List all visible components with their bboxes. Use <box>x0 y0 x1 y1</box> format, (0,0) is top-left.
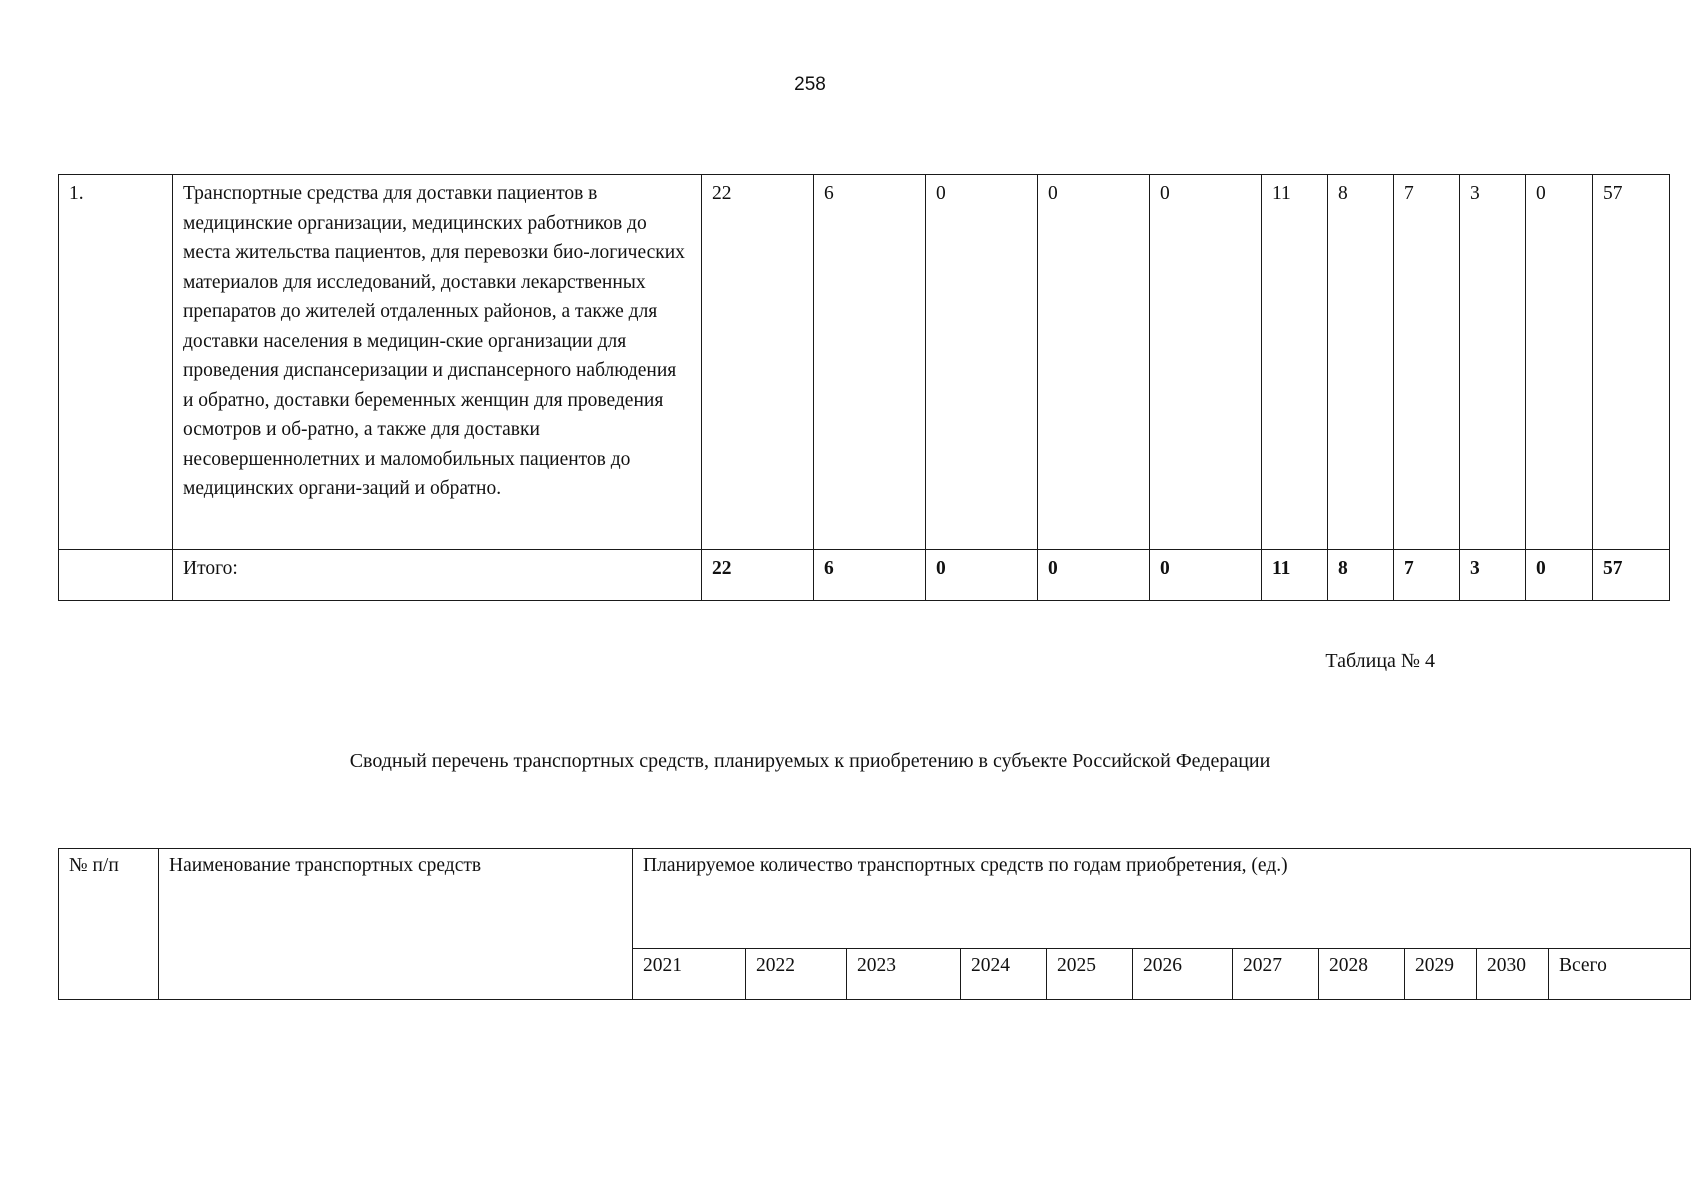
total-value: 0 <box>926 550 1038 601</box>
year-header: 2023 <box>847 949 961 1000</box>
value-cell: 0 <box>1526 175 1593 550</box>
total-value: 0 <box>1526 550 1593 601</box>
header-planned-quantity: Планируемое количество транспортных средств по годам приобретения, (ед.) <box>633 849 1691 949</box>
total-label: Итого: <box>173 550 702 601</box>
empty-cell <box>59 550 173 601</box>
year-header: 2026 <box>1133 949 1233 1000</box>
year-header: 2028 <box>1319 949 1405 1000</box>
total-value: 11 <box>1262 550 1328 601</box>
value-cell: 0 <box>926 175 1038 550</box>
year-header: 2029 <box>1405 949 1477 1000</box>
row-number: 1. <box>59 175 173 550</box>
value-cell: 11 <box>1262 175 1328 550</box>
value-cell: 0 <box>1150 175 1262 550</box>
total-value: 0 <box>1150 550 1262 601</box>
total-value: 22 <box>702 550 814 601</box>
year-header: 2027 <box>1233 949 1319 1000</box>
year-header: 2021 <box>633 949 746 1000</box>
value-cell: 22 <box>702 175 814 550</box>
value-cell: 3 <box>1460 175 1526 550</box>
planned-vehicles-table <box>58 848 1691 1000</box>
total-value: 57 <box>1593 550 1670 601</box>
header-number: № п/п <box>59 849 159 1000</box>
total-value: 8 <box>1328 550 1394 601</box>
table-row <box>59 175 1670 550</box>
table-title: Сводный перечень транспортных средств, планируемых к приобретению в субъекте Российской Федерации <box>349 750 1271 772</box>
page-number: 258 <box>794 74 826 95</box>
year-header: 2025 <box>1047 949 1133 1000</box>
transport-summary-table <box>58 174 1670 601</box>
total-header: Всего <box>1549 949 1691 1000</box>
vehicle-description: Транспортные средства для доставки пациентов в медицинские организации, медицинских работников до места жительства пациентов, для перевозки био-логических материалов для исследований, доставки лекарственных препаратов до жителей отдаленных районов, а также для доставки населения в медицин-ские организации для проведения диспансеризации и диспансерного наблюдения и обратно, доставки беременных женщин для проведения осмотров и об-ратно, а также для доставки несовершеннолетних и маломобильных пациентов до медицинских органи-заций и обратно. <box>173 175 702 550</box>
value-cell: 7 <box>1394 175 1460 550</box>
total-value: 7 <box>1394 550 1460 601</box>
value-cell: 8 <box>1328 175 1394 550</box>
total-value: 3 <box>1460 550 1526 601</box>
header-row <box>59 849 1691 949</box>
header-vehicle-name: Наименование транспортных средств <box>159 849 633 1000</box>
total-value: 6 <box>814 550 926 601</box>
year-header: 2022 <box>746 949 847 1000</box>
year-header: 2024 <box>961 949 1047 1000</box>
value-cell: 57 <box>1593 175 1670 550</box>
year-header: 2030 <box>1477 949 1549 1000</box>
table-caption: Таблица № 4 <box>1325 650 1435 672</box>
total-value: 0 <box>1038 550 1150 601</box>
value-cell: 6 <box>814 175 926 550</box>
total-row <box>59 550 1670 601</box>
value-cell: 0 <box>1038 175 1150 550</box>
